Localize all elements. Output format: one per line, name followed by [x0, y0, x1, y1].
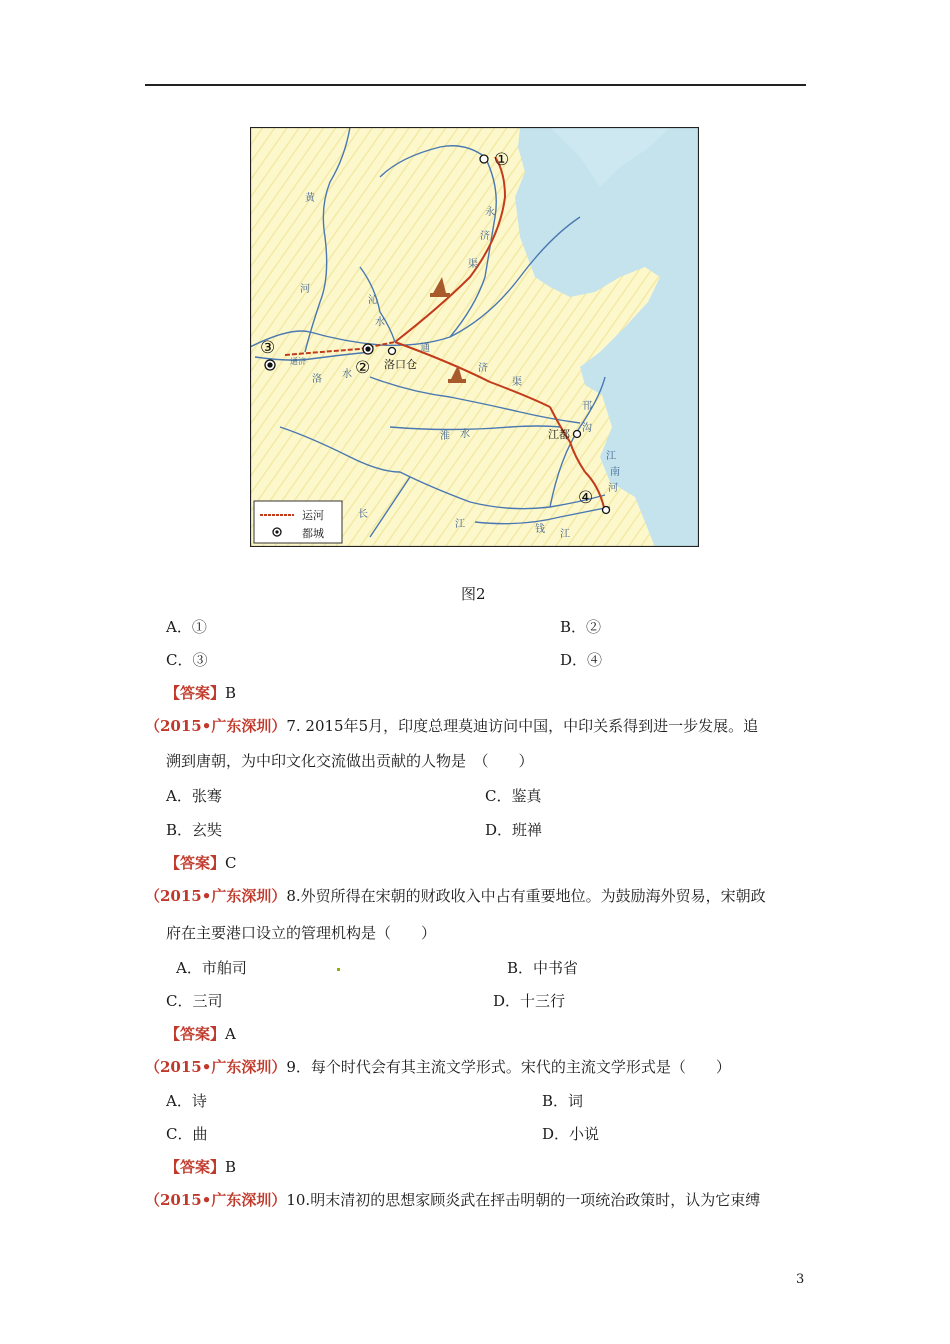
q10-line1: （2015•广东深圳）10.明末清初的思想家顾炎武在抨击明朝的一项统治政策时，认为它束缚: [145, 1191, 761, 1209]
q7-line2: 溯到唐朝，为中印文化交流做出贡献的人物是 （ ）: [166, 752, 534, 770]
figure-caption: 图2: [461, 585, 486, 603]
q7-option-b[interactable]: B．玄奘: [166, 821, 223, 839]
stray-mark: [337, 968, 340, 971]
q8-line2: 府在主要港口设立的管理机构是（ ）: [166, 924, 437, 942]
svg-text:永: 永: [485, 207, 495, 218]
q7-option-a[interactable]: A．张骞: [166, 787, 222, 805]
svg-text:淮: 淮: [440, 431, 450, 442]
svg-text:长: 长: [358, 509, 368, 520]
svg-text:邗: 邗: [582, 401, 592, 412]
map-label-1: ①: [494, 150, 510, 170]
q8-line1: （2015•广东深圳）8.外贸所得在宋朝的财政收入中占有重要地位。为鼓励海外贸易，宋朝政: [145, 887, 766, 905]
svg-text:河: 河: [608, 483, 618, 494]
q8-option-c[interactable]: C．三司: [166, 992, 223, 1010]
svg-text:济: 济: [478, 363, 488, 374]
svg-text:水: 水: [460, 429, 470, 440]
svg-text:通: 通: [420, 343, 430, 354]
q6-option-b[interactable]: B．②: [560, 618, 602, 636]
q8-option-d[interactable]: D．十三行: [493, 992, 566, 1010]
svg-text:沁: 沁: [368, 295, 378, 306]
grand-canal-map: [250, 127, 699, 547]
q7-option-c[interactable]: C．鉴真: [485, 787, 542, 805]
svg-text:钱: 钱: [535, 524, 545, 535]
svg-text:水: 水: [342, 369, 352, 380]
q8-answer: 【答案】A: [165, 1025, 236, 1043]
map-label-3: ③: [260, 338, 276, 358]
svg-text:渠: 渠: [512, 377, 522, 388]
map-label-2: ②: [355, 358, 371, 378]
legend-capital: 都城: [302, 527, 324, 540]
label-luokoucang: 洛口仓: [384, 358, 417, 371]
q6-option-a[interactable]: A．①: [166, 618, 207, 636]
q8-option-a[interactable]: A．市舶司: [176, 959, 247, 977]
svg-text:通济: 通济: [290, 357, 306, 366]
q6-option-d[interactable]: D．④: [560, 651, 603, 669]
q9-answer: 【答案】B: [165, 1158, 237, 1176]
svg-text:南: 南: [610, 467, 620, 478]
q9-option-c[interactable]: C．曲: [166, 1125, 208, 1143]
q7-option-d[interactable]: D．班禅: [485, 821, 543, 839]
q7-line1: （2015•广东深圳）7. 2015年5月，印度总理莫迪访问中国，中印关系得到进一步发展。追: [145, 717, 759, 735]
q9-option-d[interactable]: D．小说: [542, 1125, 600, 1143]
q9-option-b[interactable]: B．词: [542, 1092, 584, 1110]
svg-text:河: 河: [300, 284, 310, 295]
svg-text:沟: 沟: [582, 423, 592, 434]
map-legend: [254, 501, 342, 543]
q7-answer: 【答案】C: [165, 854, 237, 872]
svg-text:江: 江: [455, 519, 465, 530]
svg-text:水: 水: [375, 317, 385, 328]
svg-text:渠: 渠: [468, 259, 478, 270]
page-number: 3: [796, 1272, 805, 1287]
label-jiangdu: 江都: [548, 428, 570, 441]
svg-text:江: 江: [606, 451, 616, 462]
svg-text:黄: 黄: [305, 193, 315, 204]
legend-canal: 运河: [302, 509, 324, 522]
q9-option-a[interactable]: A．诗: [166, 1092, 207, 1110]
q6-answer: 【答案】B: [165, 684, 237, 702]
q9-line1: （2015•广东深圳）9．每个时代会有其主流文学形式。宋代的主流文学形式是（ ）: [145, 1058, 731, 1076]
svg-text:洛: 洛: [312, 374, 322, 385]
map-label-4: ④: [578, 488, 594, 508]
svg-text:江: 江: [560, 529, 570, 540]
q8-option-b[interactable]: B．中书省: [507, 959, 579, 977]
header-rule: [145, 84, 806, 86]
svg-text:济: 济: [480, 231, 490, 242]
q6-option-c[interactable]: C．③: [166, 651, 208, 669]
